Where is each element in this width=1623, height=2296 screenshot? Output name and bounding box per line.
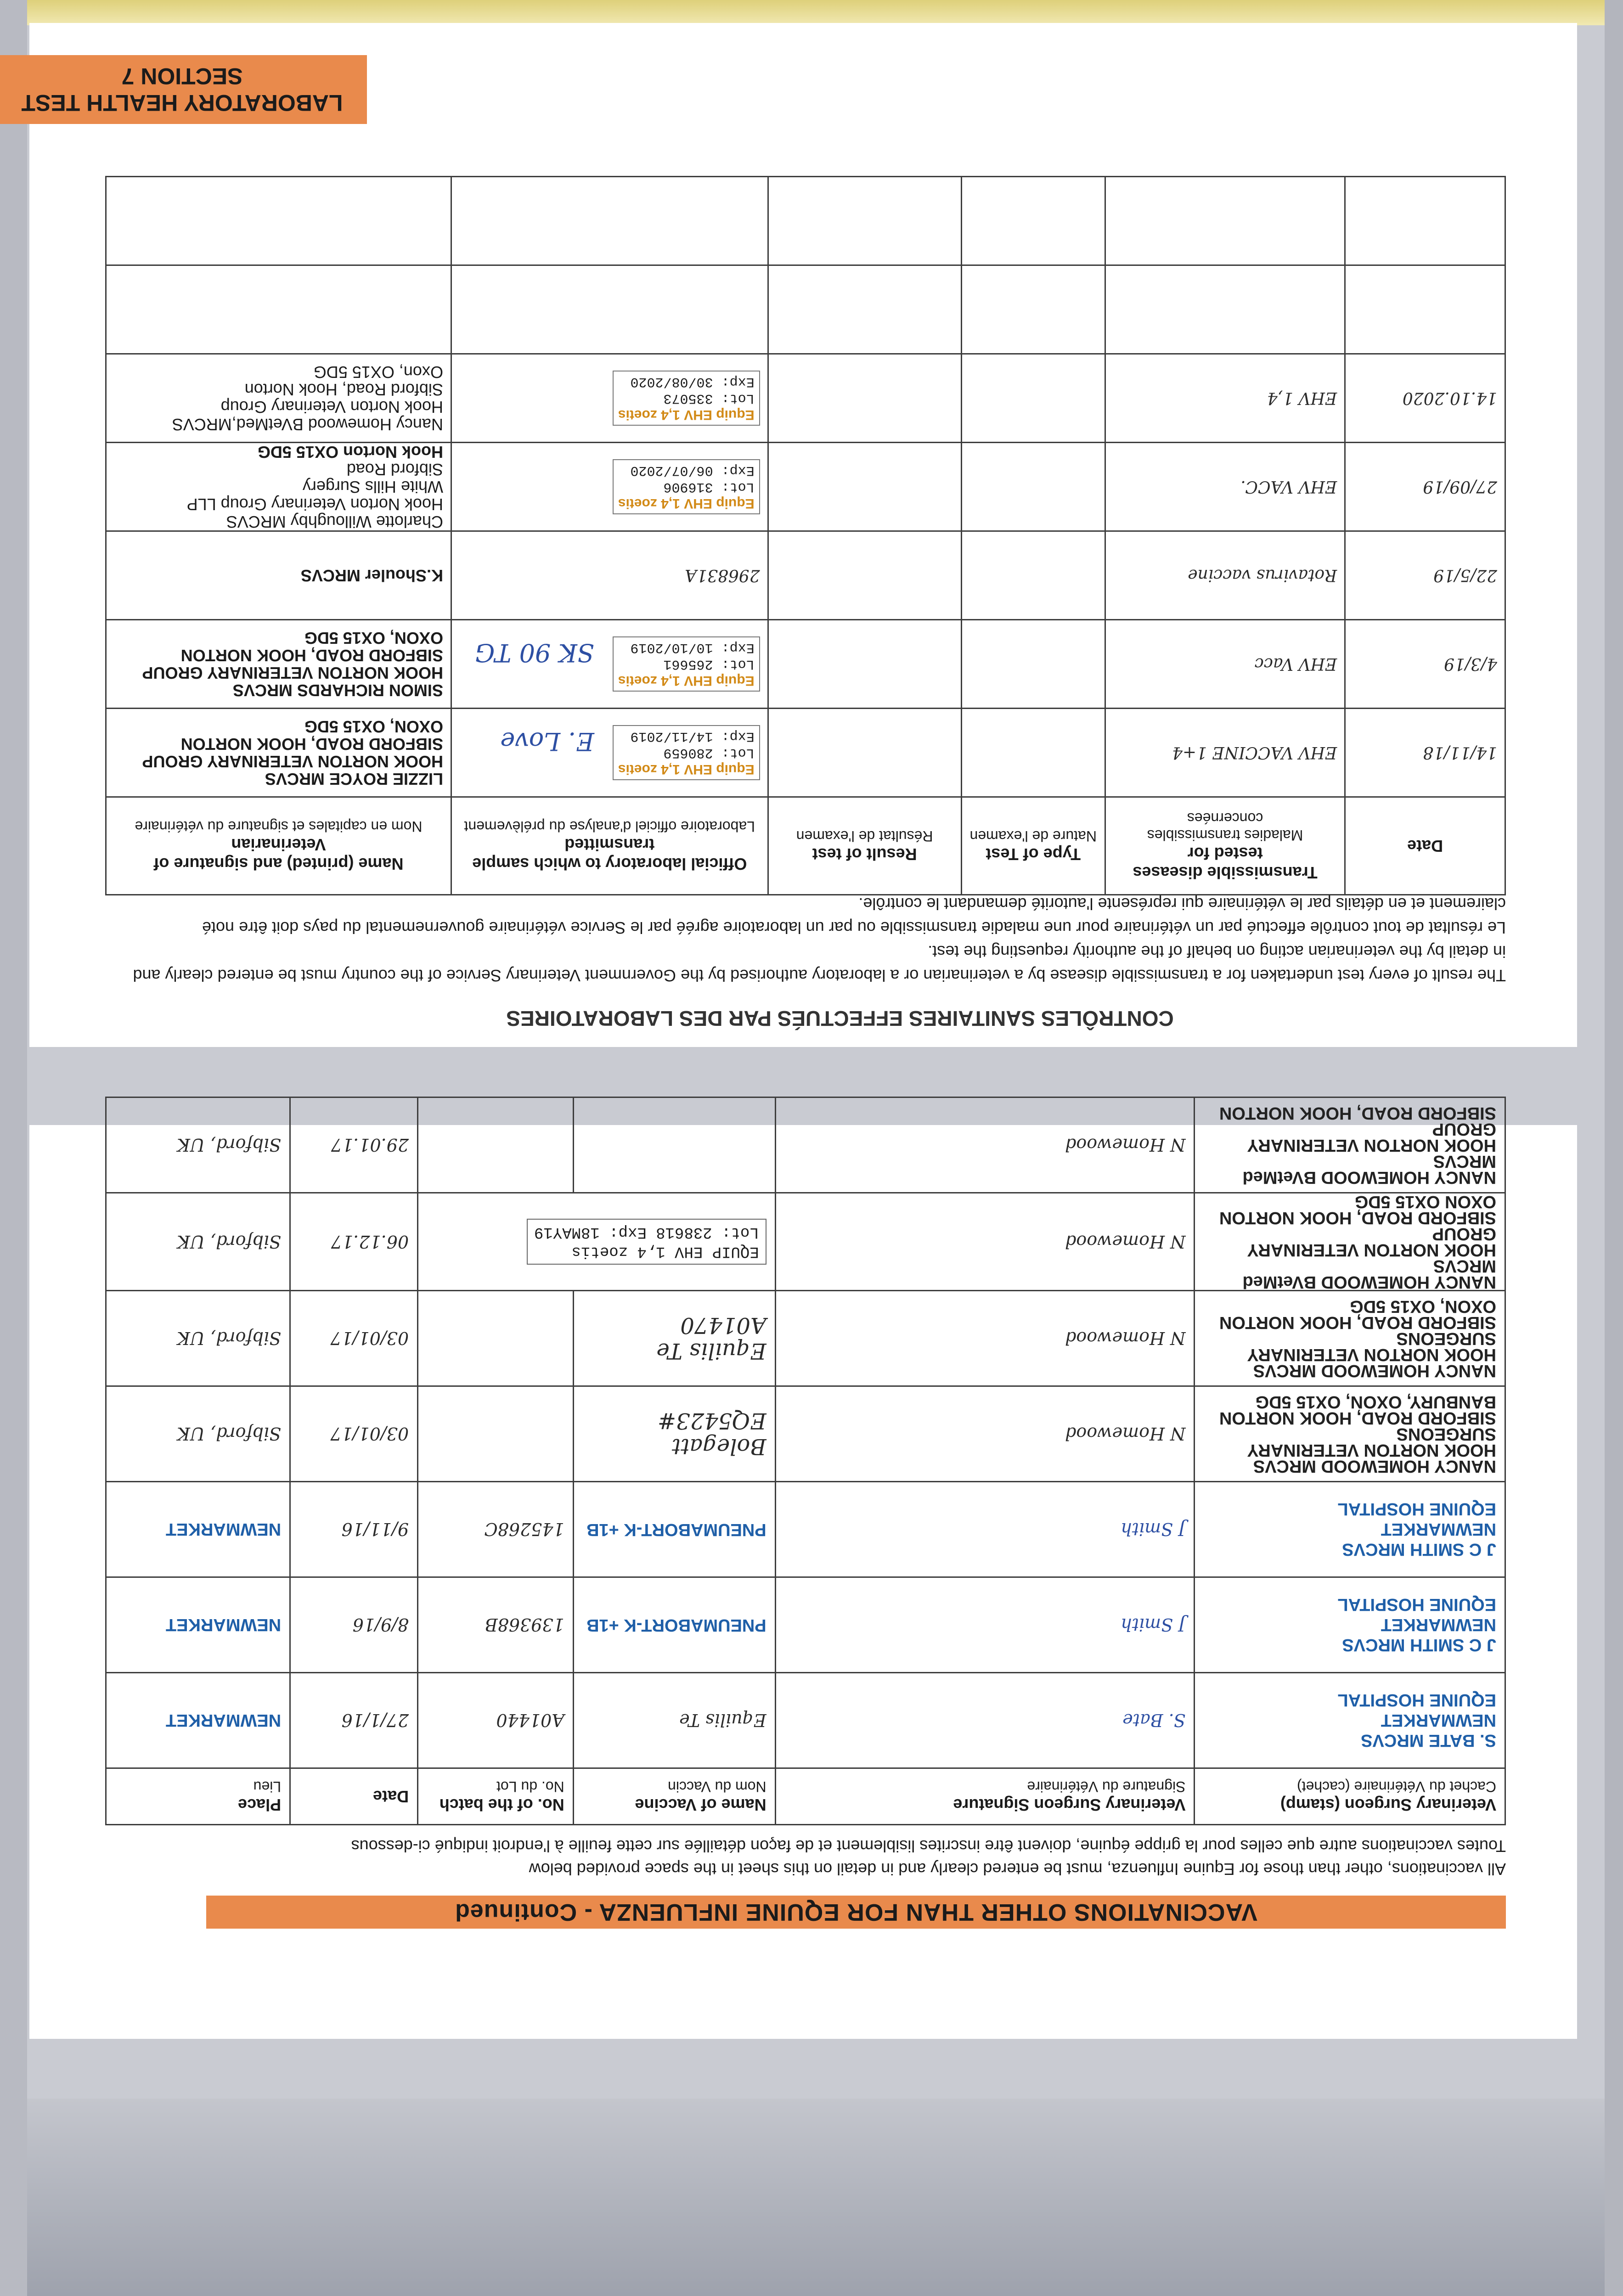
- lab-header-date: Date: [1345, 797, 1505, 895]
- lab-disease: EHV Vacc: [1105, 620, 1345, 709]
- vacc-header-vaccine: Name of Vaccine Nom du Vaccin: [573, 1768, 775, 1825]
- lab-handwriting: E. Love: [500, 727, 594, 756]
- vacc-date: 03/01/17: [290, 1386, 418, 1482]
- lab-laboratory: [451, 354, 768, 443]
- vaccinations-table: [105, 1097, 1506, 1825]
- lab-date: [1345, 265, 1505, 354]
- vaccinations-intro: [137, 1835, 1506, 1880]
- vacc-date: 06.12.17: [290, 1193, 418, 1291]
- lab-row: [106, 620, 1505, 709]
- vet-signature: J Smith: [775, 1482, 1195, 1577]
- lab-vet-stamp: K.Shouler MRCVS: [106, 531, 451, 620]
- lab-type: [961, 709, 1105, 797]
- lab-type: [961, 265, 1105, 354]
- batch-number: [418, 1386, 574, 1482]
- lab-laboratory: 296831A: [451, 531, 768, 620]
- lab-laboratory: [451, 709, 768, 797]
- lab-date: 14/11/18: [1345, 709, 1505, 797]
- vet-signature: N Homewood: [775, 1386, 1195, 1482]
- lab-vet-stamp: Nancy Homewood BVetMed,MRCVS Hook Norton Veterinary Group Sibford Road, Hook Norton Oxon, OX15 5DG: [106, 354, 451, 443]
- vacc-place: Sibford, UK: [106, 1386, 290, 1482]
- vet-stamp: J C SMITH MRCVS NEWMARKET EQUINE HOSPITAL: [1195, 1577, 1505, 1673]
- vacc-place: NEWMARKET: [106, 1673, 290, 1768]
- vacc-header-row: [106, 1768, 1505, 1825]
- lab-result: [768, 443, 961, 531]
- lab-test-table: [105, 176, 1506, 895]
- section-tab-title: LABORATORY HEALTH TEST: [21, 90, 343, 116]
- laboratory-health-test-sheet: [21, 23, 1577, 1047]
- vacc-header-date: Date: [290, 1768, 418, 1825]
- vet-signature: J Smith: [775, 1577, 1195, 1673]
- section-tab-number: SECTION 7: [121, 63, 243, 89]
- lab-result: [768, 620, 961, 709]
- lab-result: [768, 531, 961, 620]
- lab-date: 14.10.2020: [1345, 354, 1505, 443]
- vacc-place: Sibford, UK: [106, 1291, 290, 1386]
- lab-header-laboratory: Official laboratory to which sample transmitted Laboratoire officiel d'analyse du prélèvement: [451, 797, 768, 895]
- vacc-header-batch: No. of the batch No. du Lot: [418, 1768, 574, 1825]
- vaccine-name: Equilis Te A01470: [573, 1291, 775, 1386]
- lab-header-row: [106, 797, 1505, 895]
- vacc-date: 27/1/16: [290, 1673, 418, 1768]
- lab-header-veterinarian: Name (printed) and signature of Veterinarian Nom en capitales et signature du vétérinaire: [106, 797, 451, 895]
- vaccine-name: PNEUMABORT-K +1B: [573, 1577, 775, 1673]
- lab-intro-fr: Le résultat de tout contrôle effectué par un vétérinaire pour une maladie transmissible ou par un laboratoire agréé par le Service vétérinaire gouvernemental du pays doit être noté clairement et en détails par le vétérinaire qui représente l'autorité demandant le contrôle.: [202, 895, 1506, 937]
- vacc-header-signature: Veterinary Surgeon Signature Signature du Vétérinaire: [775, 1768, 1195, 1825]
- vacc-date: 29.01.17: [290, 1097, 418, 1193]
- vacc-row: [106, 1097, 1505, 1193]
- lab-row-empty: [106, 265, 1505, 354]
- lab-date: 4/3/19: [1345, 620, 1505, 709]
- vaccine-name: [573, 1097, 775, 1193]
- lab-result: [768, 177, 961, 265]
- batch-number: 139368B: [418, 1577, 574, 1673]
- lab-type: [961, 443, 1105, 531]
- lab-type: [961, 620, 1105, 709]
- vacc-row: [106, 1291, 1505, 1386]
- lab-handwriting: SK 90 TG: [475, 638, 594, 667]
- lab-intro-en: The result of every test undertaken for a transmissible disease by a veterinarian or a laboratory authorised by the Government Veterinary Service of the country must be entered clearly and in detail by the veterinarian acting on behalf of the authority requesting the test.: [133, 942, 1506, 985]
- lab-disease: EHV VACCINE 1+4: [1105, 709, 1345, 797]
- vacc-header-place: Place Lieu: [106, 1768, 290, 1825]
- vaccine-sticker: EQUIP EHV 1,4 zoetis Lot: 238618 Exp: 18MAY19: [527, 1219, 766, 1265]
- lab-result: [768, 354, 961, 443]
- vacc-date: 8/9/16: [290, 1577, 418, 1673]
- lab-row: [106, 709, 1505, 797]
- vet-signature: S. Bate: [775, 1673, 1195, 1768]
- lab-row-empty: [106, 177, 1505, 265]
- lab-intro: [128, 892, 1506, 987]
- lab-disease: EHV 1,4: [1105, 354, 1345, 443]
- vet-signature: N Homewood: [775, 1193, 1195, 1291]
- vaccine-sticker: Equip EHV 1,4 zoetis Lot: 316906 Exp: 06/07/2020: [613, 459, 760, 514]
- lab-laboratory: [451, 443, 768, 531]
- batch-number: A01440: [418, 1673, 574, 1768]
- vacc-date: 9/11/16: [290, 1482, 418, 1577]
- vacc-date: 03/01/17: [290, 1291, 418, 1386]
- vet-signature: N Homewood: [775, 1097, 1195, 1193]
- vaccine-name: Equilis Te: [573, 1673, 775, 1768]
- lab-row: [106, 531, 1505, 620]
- vaccine-name: PNEUMABORT-K +1B: [573, 1482, 775, 1577]
- vaccinations-sheet: [29, 1103, 1577, 2039]
- vet-stamp: NANCY HOMEWOOD BVetMed MRCVS HOOK NORTON VETERINARY GROUP SIBFORD ROAD, HOOK NORTON: [1195, 1097, 1505, 1193]
- lab-header-result: Result of test Résultat de l'examen: [768, 797, 961, 895]
- lab-date: 27/09/19: [1345, 443, 1505, 531]
- lab-title: CONTRÔLES SANITAIRES EFFECTUÉS PAR DES LABORATOIRES: [506, 1007, 1174, 1030]
- vacc-row: [106, 1673, 1505, 1768]
- lab-laboratory: [451, 177, 768, 265]
- vaccinations-intro-en: All vaccinations, other than those for Equine Influenza, must be entered clearly and in detail on this sheet in the space provided below: [529, 1860, 1506, 1879]
- lab-header-disease: Transmissible diseases tested for Maladies transmissibles concernées: [1105, 797, 1345, 895]
- vacc-row: [106, 1193, 1505, 1291]
- vaccinations-banner: VACCINATIONS OTHER THAN FOR EQUINE INFLUENZA - Continued: [206, 1896, 1506, 1929]
- lab-laboratory: [451, 265, 768, 354]
- lab-row: [106, 354, 1505, 443]
- scanner-edge-right: [0, 0, 27, 2296]
- vaccine-sticker: Equip EHV 1,4 zoetis Lot: 280659 Exp: 14/11/2019: [613, 725, 760, 780]
- lab-vet-stamp: [106, 177, 451, 265]
- scanner-edge-top: [0, 2099, 1623, 2296]
- lab-vet-stamp: [106, 265, 451, 354]
- vaccine-sticker: Equip EHV 1,4 zoetis Lot: 335073 Exp: 30/08/2020: [613, 371, 760, 426]
- vacc-row: [106, 1482, 1505, 1577]
- vet-stamp: NANCY HOMEWOOD MRCVS HOOK NORTON VETERINARY SURGEONS SIBFORD ROAD, HOOK NORTON OXON, OX15 5DG: [1195, 1291, 1505, 1386]
- lab-type: [961, 531, 1105, 620]
- lab-result: [768, 709, 961, 797]
- vet-signature: N Homewood: [775, 1291, 1195, 1386]
- lab-vet-stamp: SIMON RICHARDS MRCVS HOOK NORTON VETERINARY GROUP SIBFORD ROAD, HOOK NORTON OXON, OX15 5DG: [106, 620, 451, 709]
- lab-vet-stamp: LIZZIE ROYCE MRCVS HOOK NORTON VETERINARY GROUP SIBFORD ROAD, HOOK NORTON OXON, OX15 5DG: [106, 709, 451, 797]
- lab-laboratory: [451, 620, 768, 709]
- lab-date: [1345, 177, 1505, 265]
- batch-number: 145268C: [418, 1482, 574, 1577]
- batch-number: [418, 1097, 574, 1193]
- vacc-place: Sibford, UK: [106, 1193, 290, 1291]
- lab-vet-stamp: Charlotte Willoughby MRCVS Hook Norton Veterinary Group LLP White Hills Surgery Sibford Road Hook Norton OX15 5DG: [106, 443, 451, 531]
- scanner-edge-bottom: [0, 0, 1623, 25]
- vacc-place: NEWMARKET: [106, 1482, 290, 1577]
- lab-type: [961, 354, 1105, 443]
- lab-disease: Rotavirus vaccine: [1105, 531, 1345, 620]
- vaccine-name: Bolegatt EQ5423#: [573, 1386, 775, 1482]
- lab-date: 22/5/19: [1345, 531, 1505, 620]
- vacc-place: Sibford, UK: [106, 1097, 290, 1193]
- lab-type: [961, 177, 1105, 265]
- batch-number: [418, 1291, 574, 1386]
- vet-stamp: S. BATE MRCVS NEWMARKET EQUINE HOSPITAL: [1195, 1673, 1505, 1768]
- vaccine-sticker-cell: [418, 1193, 776, 1291]
- vaccinations-intro-fr: Toutes vaccinations autre que celles pour la grippe équine, doivent être inscrites lisiblement et de façon détaillée sur cette feuille à l'endroit indiqué ci-dessous: [351, 1837, 1506, 1856]
- lab-disease: [1105, 265, 1345, 354]
- vacc-header-stamp: Veterinary Surgeon (stamp) Cachet du Vétérinaire (cachet): [1195, 1768, 1505, 1825]
- vet-stamp: NANCY HOMEWOOD MRCVS HOOK NORTON VETERINARY SURGEONS SIBFORD ROAD, HOOK NORTON BANBURY, OXON, OX15 5DG: [1195, 1386, 1505, 1482]
- lab-disease: EHV VACC.: [1105, 443, 1345, 531]
- scanner-edge-left: [1605, 0, 1623, 2296]
- lab-row: [106, 443, 1505, 531]
- lab-disease: [1105, 177, 1345, 265]
- vacc-row: [106, 1577, 1505, 1673]
- vet-stamp: NANCY HOMEWOOD BVetMed MRCVS HOOK NORTON VETERINARY GROUP SIBFORD ROAD, HOOK NORTON OXON OX15 5DG: [1195, 1193, 1505, 1291]
- vet-stamp: J C SMITH MRCVS NEWMARKET EQUINE HOSPITAL: [1195, 1482, 1505, 1577]
- lab-header-type: Type of Test Nature de l'examen: [961, 797, 1105, 895]
- lab-result: [768, 265, 961, 354]
- vaccine-sticker: Equip EHV 1,4 zoetis Lot: 265661 Exp: 10/10/2019: [613, 636, 760, 692]
- section-tab: [0, 55, 367, 124]
- vacc-row: [106, 1386, 1505, 1482]
- vacc-place: NEWMARKET: [106, 1577, 290, 1673]
